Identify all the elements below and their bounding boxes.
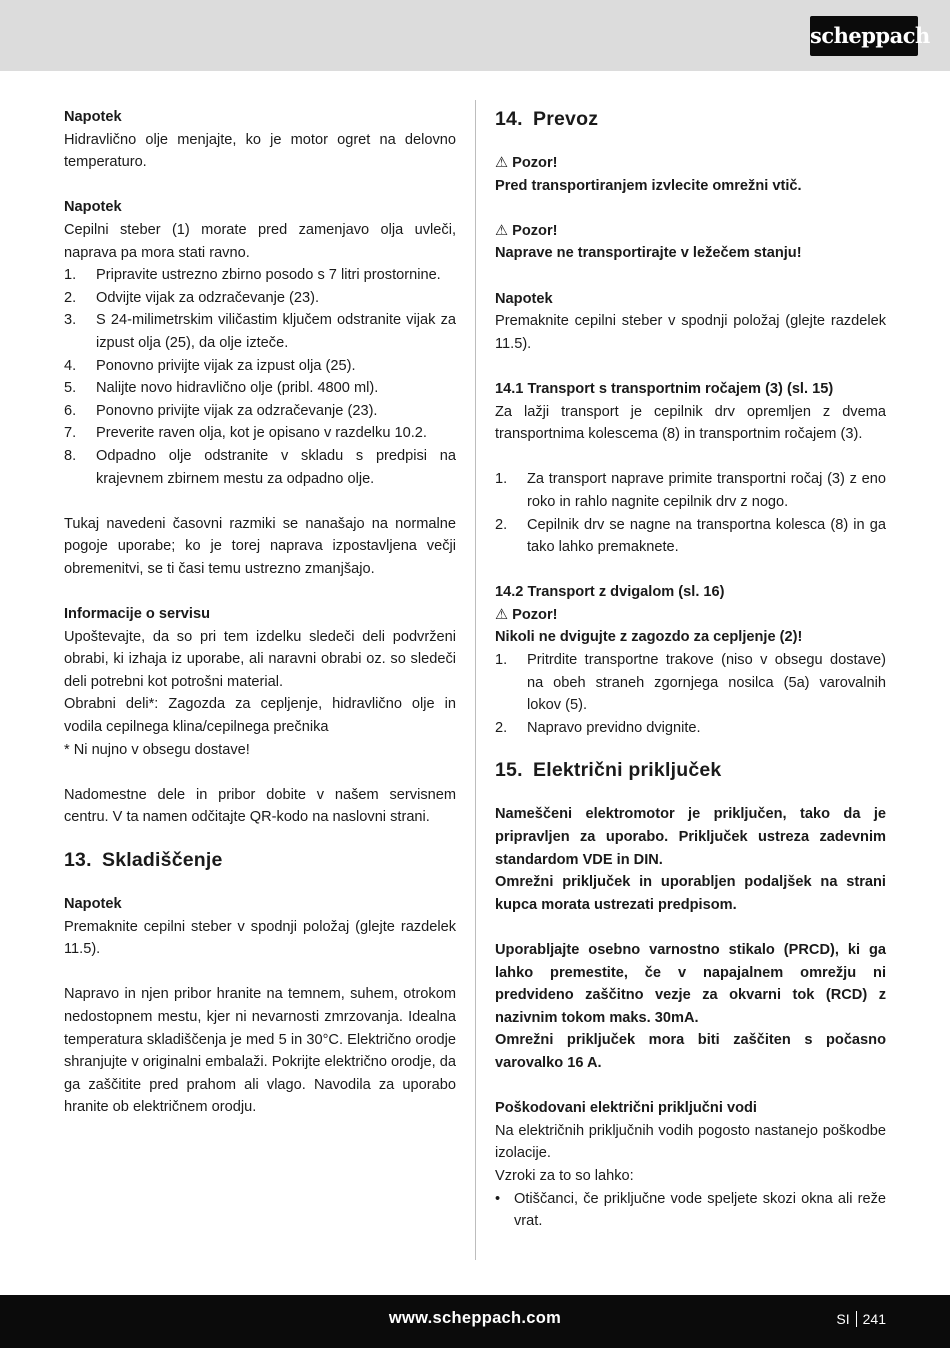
wear-note: * Ni nujno v obsegu dostave! bbox=[64, 741, 250, 758]
column-divider bbox=[475, 100, 476, 1260]
note-text: Cepilni steber (1) morate pred zamenjavo olja uvleči, naprava pa mora stati ravno. bbox=[64, 221, 456, 261]
list-item: 2. Odvijte vijak za odzračevanje (23). bbox=[64, 289, 320, 306]
list-item: 1. Pripravite ustrezno zbirno posodo s 7 litri prostornine. bbox=[64, 267, 441, 284]
list-item: 4. Ponovno privijte vijak za izpust olja (25). bbox=[64, 357, 356, 374]
damaged-cables-title: Poškodovani električni priključni vodi bbox=[495, 1100, 757, 1117]
note-title: Napotek bbox=[64, 109, 122, 125]
damaged-cables-text: Na električnih priključnih vodih pogosto nastanejo poškodbe izolacije. bbox=[495, 1122, 886, 1162]
page-number: SI 241 bbox=[836, 1311, 886, 1327]
list-item: 6. Ponovno privijte vijak za odzračevanje (23). bbox=[64, 402, 378, 419]
electrical-text: Uporabljajte osebno varnostno stikalo (PRCD), ki ga lahko premestite, če v napajalnem omrežju ni predvideno zaščitno vezje za okvarni tok (RCD) z nazivnim tokom maks. 30mA. bbox=[495, 942, 886, 1026]
electrical-text: Omrežni priključek in uporabljen podaljšek na strani kupca morata ustrezati predpisom. bbox=[495, 874, 886, 913]
note-text: Premaknite cepilni steber v spodnji položaj (glejte razdelek 11.5). bbox=[64, 918, 456, 958]
oil-change-steps bbox=[64, 264, 456, 490]
website-link[interactable]: www.scheppach.com bbox=[388, 1309, 562, 1327]
section-heading-14: 14. Prevoz bbox=[495, 108, 599, 130]
subsection-heading: 14.1 Transport s transportnim ročajem (3) (sl. 15) bbox=[495, 380, 834, 397]
list-item: 2. Cepilnik drv se nagne na transportna kolesca (8) in ga tako lahko premaknete. bbox=[495, 516, 886, 556]
list-item: 2. Napravo previdno dvignite. bbox=[495, 719, 701, 736]
list-item: 1. Za transport naprave primite transportni ročaj (3) z eno roko in rahlo nagnite cepilnik drv z nogo. bbox=[495, 471, 886, 510]
warning-text: Pred transportiranjem izvlecite omrežni vtič. bbox=[495, 177, 802, 194]
list-item: • Otiščanci, če priključne vode speljete skozi okna ali reže vrat. bbox=[495, 1190, 886, 1230]
note-title: Napotek bbox=[64, 199, 122, 216]
scheppach-logo: scheppach bbox=[810, 16, 918, 56]
list-item: 3. S 24-milimetrskim viličastim ključem odstranite vijak za izpust olja (25), da olje izteče. bbox=[64, 312, 456, 351]
intervals-text: Tukaj navedeni časovni razmiki se nanašajo na normalne pogoje uporabe; ko je torej naprava izpostavljena večji obremenitvi, se ti časi temu ustrezno zmanjšajo. bbox=[64, 515, 456, 577]
section-heading-13: 13. Skladiščenje bbox=[64, 849, 223, 871]
transport-handle-steps bbox=[495, 468, 886, 558]
service-text: Upoštevajte, da so pri tem izdelku sledeči deli podvrženi obrabi, ki izhaja iz uporabe, ali naravni obrabi oz. so sledeči deli potrebni kot potrošni material. bbox=[64, 628, 456, 690]
right-column bbox=[495, 106, 886, 1233]
electrical-text: Omrežni priključek mora biti zaščiten s počasno varovalko 16 A. bbox=[495, 1032, 886, 1071]
warning-title: ⚠ Pozor! bbox=[495, 152, 886, 175]
note-text: Premaknite cepilni steber v spodnji položaj (glejte razdelek 11.5). bbox=[495, 313, 886, 352]
warning-text: Naprave ne transportirajte v ležečem stanju! bbox=[495, 245, 802, 262]
section-heading-15: 15. Električni priključek bbox=[495, 759, 722, 782]
warning-text: Nikoli ne dvigujte z zagozdo za cepljenje (2)! bbox=[495, 629, 803, 646]
list-item: 7. Preverite raven olja, kot je opisano v razdelku 10.2. bbox=[64, 425, 427, 442]
list-item: 8. Odpadno olje odstranite v skladu s predpisi na krajevnem zbirnem mestu za odpadno olje. bbox=[64, 447, 456, 487]
note-text: Hidravlično olje menjajte, ko je motor ogret na delovno temperaturo. bbox=[64, 131, 456, 171]
page-header bbox=[0, 0, 950, 71]
note-title: Napotek bbox=[64, 896, 122, 912]
service-title: Informacije o servisu bbox=[64, 606, 210, 623]
note-title: Napotek bbox=[495, 290, 553, 307]
causes-list bbox=[495, 1188, 886, 1233]
list-item: 5. Nalijte novo hidravlično olje (pribl. 4800 ml). bbox=[64, 380, 379, 397]
causes-title: Vzroki za to so lahko: bbox=[495, 1167, 634, 1184]
subsection-heading: 14.2 Transport z dvigalom (sl. 16) bbox=[495, 584, 725, 601]
page-footer bbox=[0, 1295, 950, 1348]
warning-title: ⚠ Pozor! bbox=[495, 604, 886, 627]
storage-text: Napravo in njen pribor hranite na temnem, suhem, otrokom nedostopnem mestu, kjer ni nevarnosti zmrzovanja. Idealna temperatura skladiščenja je med 5 in 30°C. Električno orodje shranjujte v originalni embalaži. Pokrijte električno orodje, da ga zaščitite pred prahom ali vlago. Navodila za uporabo hranite ob električnem orodju. bbox=[64, 986, 456, 1116]
subsection-text: Za lažji transport je cepilnik drv opremljen z dvema transportnima kolescema (8) in transportnim ročajem (3). bbox=[495, 403, 886, 443]
wear-parts: Obrabni deli*: Zagozda za cepljenje, hidravlično olje in vodila cepilnega klina/cepilnega prečnika bbox=[64, 696, 456, 736]
electrical-text: Nameščeni elektromotor je priključen, tako da je pripravljen za uporabo. Priključek ustreza zadevnim standardom VDE in DIN. bbox=[495, 806, 886, 868]
warning-title: ⚠ Pozor! bbox=[495, 220, 886, 243]
spare-parts-text: Nadomestne dele in pribor dobite v našem servisnem centru. V ta namen odčitajte QR-kodo na naslovni strani. bbox=[64, 786, 456, 826]
left-column bbox=[64, 106, 456, 1119]
list-item: 1. Pritrdite transportne trakove (niso v obsegu dostave) na obeh straneh zgornjega nosilca (5a) varovalnih lokov (5). bbox=[495, 652, 886, 714]
transport-lift-steps bbox=[495, 649, 886, 739]
